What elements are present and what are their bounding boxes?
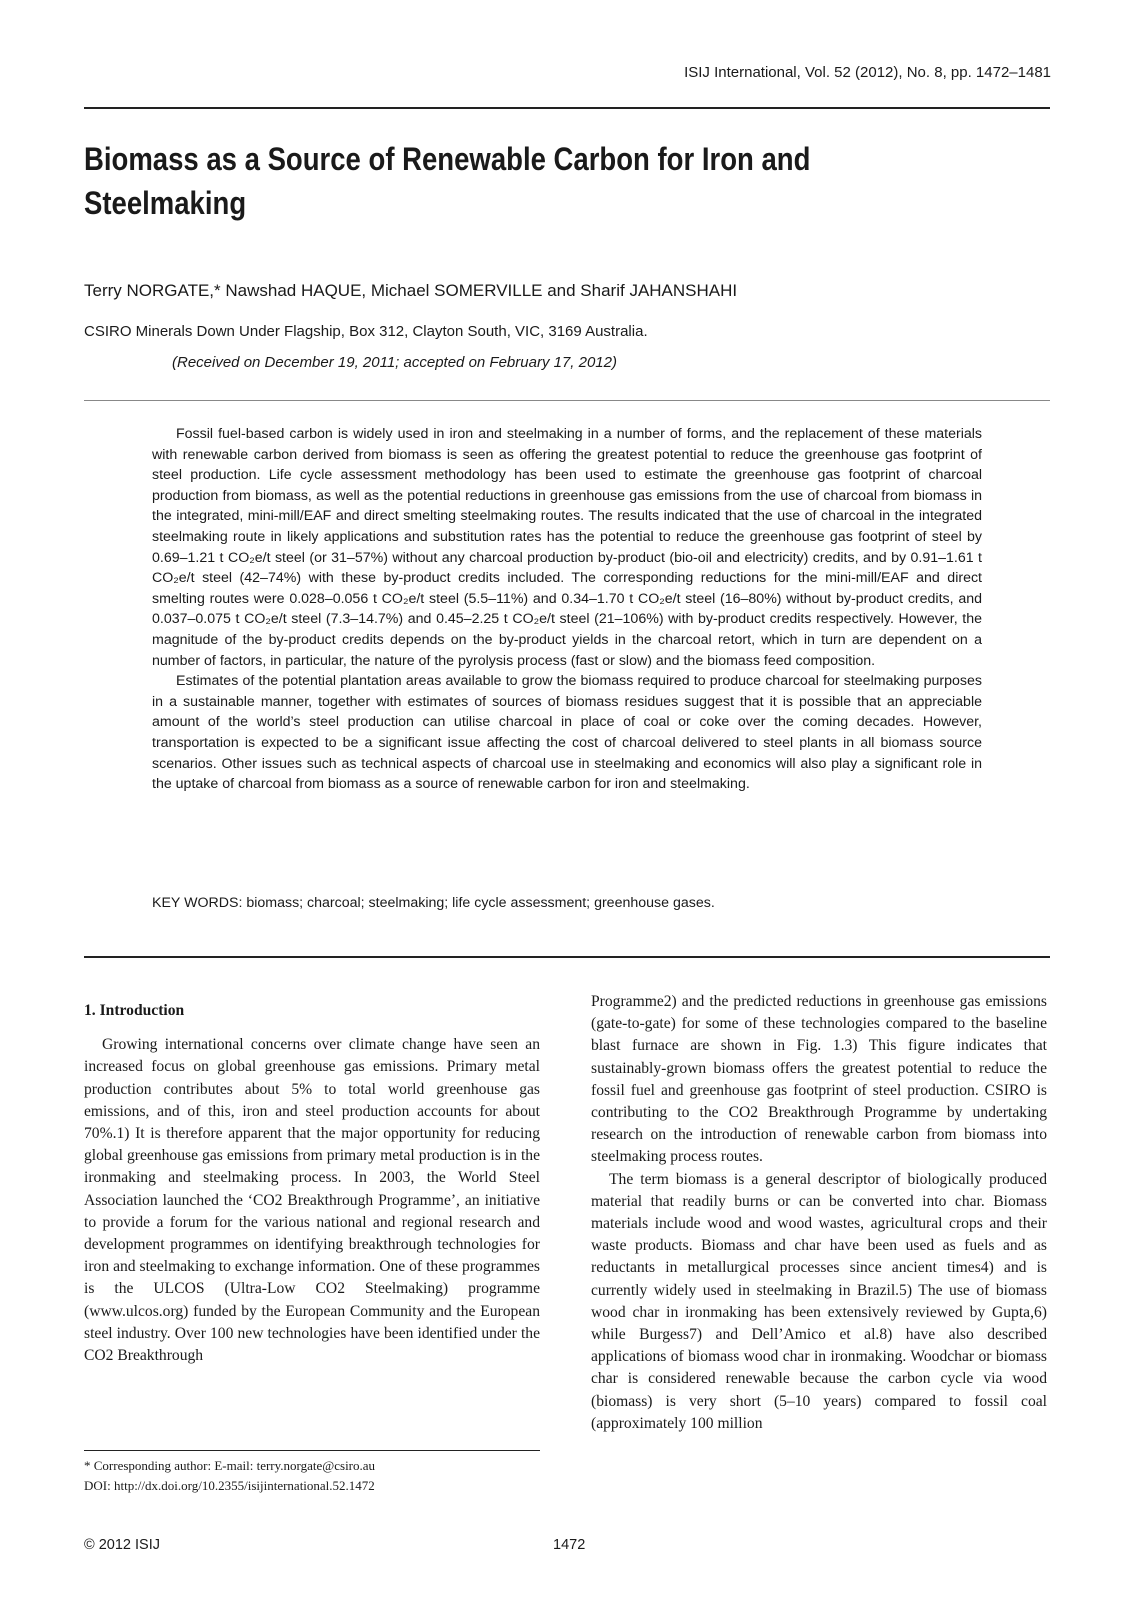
abstract-top-rule (84, 400, 1050, 401)
journal-citation: ISIJ International, Vol. 52 (2012), No. 8, pp. 1472–1481 (684, 64, 1051, 81)
author-list: Terry NORGATE,* Nawshad HAQUE, Michael SOMERVILLE and Sharif JAHANSHAHI (84, 281, 738, 300)
body-column-left (84, 990, 540, 1367)
abstract-paragraph: Fossil fuel-based carbon is widely used in iron and steelmaking in a number of forms, and the replacement of these materials with renewable carbon derived from biomass is seen as offering the greatest potential to reduce the greenhouse gas footprint of steel production. Life cycle assessment methodology has been used to estimate the greenhouse gas footprint of charcoal production from biomass, as well as the potential reductions in greenhouse gas emissions from the use of charcoal from biomass in the integrated, mini-mill/EAF and direct smelting steelmaking routes. The results indicated that the use of charcoal in the integrated steelmaking route in likely applications and substitution rates has the potential to reduce the greenhouse gas footprint of steel by 0.69–1.21 t CO₂e/t steel (or 31–57%) without any charcoal production by-product (bio-oil and electricity) credits, and by 0.91–1.61 t CO₂e/t steel (42–74%) with these by-product credits included. The corresponding reductions for the mini-mill/EAF and direct smelting routes were 0.028–0.056 t CO₂e/t steel (5.5–11%) and 0.34–1.70 t CO₂e/t steel (16–80%) without by-product credits, and 0.037–0.075 t CO₂e/t steel (7.3–14.7%) and 0.45–2.25 t CO₂e/t steel (21–106%) with by-product credits respectively. However, the magnitude of the by-product credits depends on the by-product yields in the charcoal retort, which in turn are dependent on a number of factors, in particular, the nature of the pyrolysis process (fast or slow) and the biomass feed composition. (152, 426, 982, 669)
affiliation: CSIRO Minerals Down Under Flagship, Box 312, Clayton South, VIC, 3169 Australia. (84, 323, 648, 340)
footnotes (84, 1456, 375, 1496)
body-paragraph: The term biomass is a general descriptor of biologically produced material that readily burns or can be converted into char. Biomass materials include wood and wood wastes, agricultural crops and their waste products. Biomass and char have been used as fuels and as reductants in metallurgical processes since ancient times4) and is currently widely used in steelmaking in Brazil.5) The use of biomass wood char in ironmaking has been extensively reviewed by Gupta,6) while Burgess7) and Dell’Amico et al.8) have also described applications of biomass wood char in ironmaking. Woodchar or biomass char is considered renewable because the carbon cycle via wood (biomass) is very short (5–10 years) compared to fossil coal (approximately 100 million (591, 1170, 1047, 1432)
section-heading: 1. Introduction (84, 1002, 185, 1019)
footnote-rule (84, 1450, 540, 1451)
top-rule (84, 107, 1050, 109)
body-column-right (591, 991, 1047, 1435)
copyright: © 2012 ISIJ (84, 1537, 160, 1553)
page-number: 1472 (553, 1537, 586, 1553)
abstract (152, 424, 982, 795)
received-dates: (Received on December 19, 2011; accepted on February 17, 2012) (172, 354, 617, 371)
doi-link[interactable]: DOI: http://dx.doi.org/10.2355/isijinternational.52.1472 (84, 1478, 375, 1493)
keywords: KEY WORDS: biomass; charcoal; steelmaking; life cycle assessment; greenhouse gases. (152, 895, 715, 911)
body-paragraph: Programme2) and the predicted reductions in greenhouse gas emissions (gate-to-gate) for some of these technologies compared to the baseline blast furnace are shown in Fig. 1.3) This figure indicates that sustainably-grown biomass offers the greatest potential to reduce the fossil fuel and greenhouse gas footprint of steel production. CSIRO is contributing to the CO2 Breakthrough Programme by undertaking research on the introduction of renewable carbon from biomass into steelmaking process routes. (591, 993, 1047, 1166)
abstract-bottom-rule (84, 956, 1050, 958)
corresponding-author-footnote: * Corresponding author: E-mail: terry.norgate@csiro.au (84, 1458, 376, 1473)
abstract-paragraph: Estimates of the potential plantation areas available to grow the biomass required to produce charcoal for steelmaking purposes in a sustainable manner, together with estimates of sources of biomass residues suggest that it is possible that an appreciable amount of the world’s steel production can utilise charcoal in place of coal or coke over the coming decades. However, transportation is expected to be a significant issue affecting the cost of charcoal delivered to steel plants in all biomass source scenarios. Other issues such as technical aspects of charcoal use in steelmaking and economics will also play a significant role in the uptake of charcoal from biomass as a source of renewable carbon for iron and steelmaking. (152, 673, 982, 793)
body-paragraph: Growing international concerns over climate change have seen an increased focus on global greenhouse gas emissions. Primary metal production contributes about 5% to total world greenhouse gas emissions, and of this, iron and steel production accounts for about 70%.1) It is therefore apparent that the major opportunity for reducing global greenhouse gas emissions from primary metal production is in the ironmaking and steelmaking process. In 2003, the World Steel Association launched the ‘CO2 Breakthrough Programme’, an initiative to provide a forum for the various national and regional research and development programmes on identifying breakthrough technologies for iron and steelmaking to exchange information. One of these programmes is the ULCOS (Ultra-Low CO2 Steelmaking) programme (www.ulcos.org) funded by the European Community and the European steel industry. Over 100 new technologies have been identified under the CO2 Breakthrough (84, 1036, 540, 1365)
paper-title: Biomass as a Source of Renewable Carbon for Iron and Steelmaking (84, 141, 811, 221)
